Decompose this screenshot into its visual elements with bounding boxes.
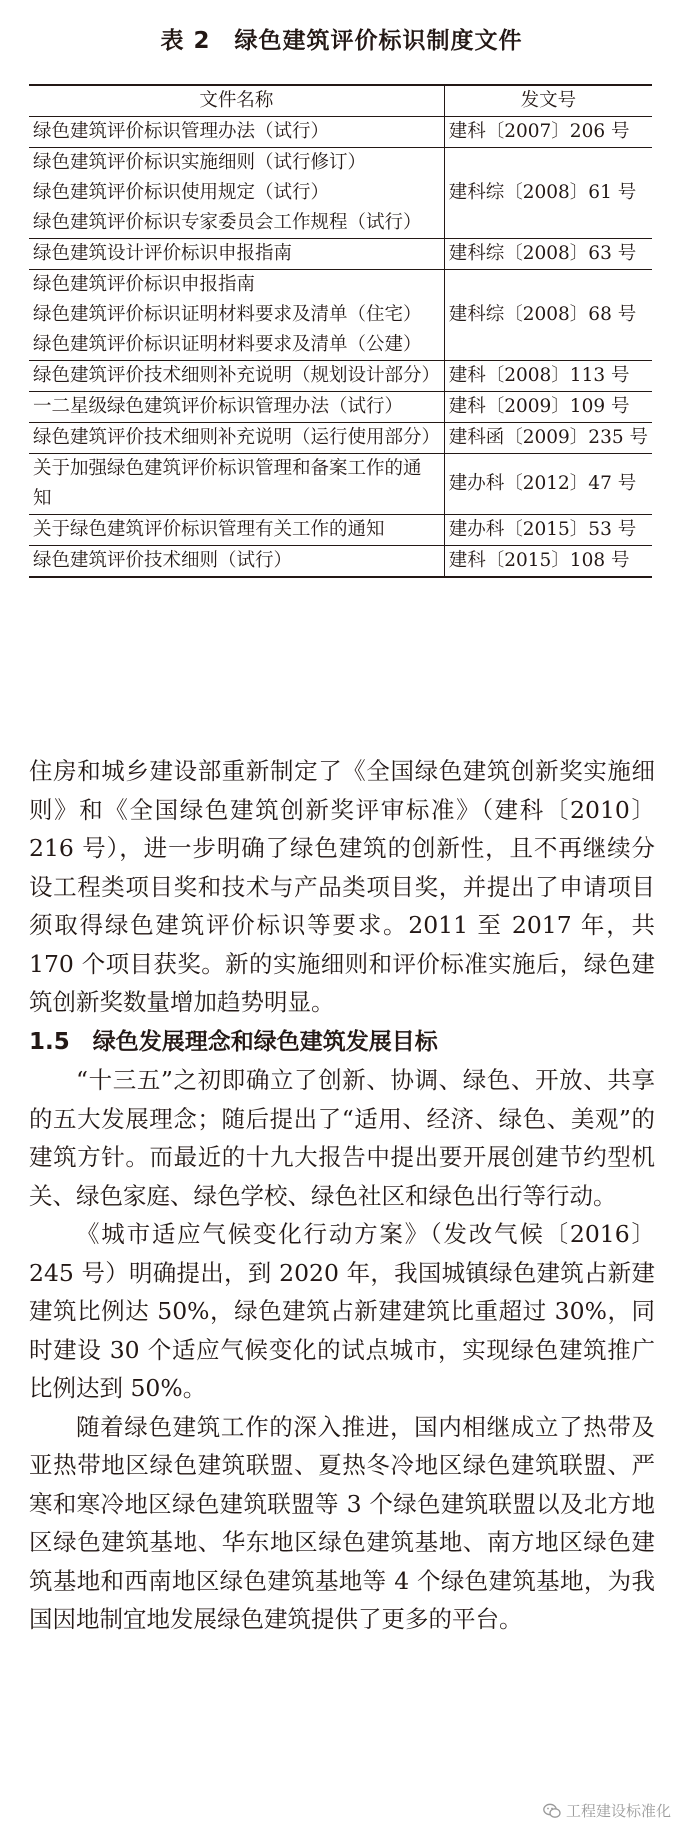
file-name-cell: 绿色建筑评价标识实施细则（试行修订） <box>29 148 444 179</box>
file-name-cell: 绿色建筑评价标识专家委员会工作规程（试行） <box>33 212 422 233</box>
file-name-cell: 绿色建筑评价技术细则补充说明（规划设计部分） <box>29 361 444 392</box>
doc-number-cell: 建科综〔2008〕61 号 <box>444 148 652 239</box>
table-row <box>29 454 652 515</box>
paragraph-awards: 住房和城乡建设部重新制定了《全国绿色建筑创新奖实施细则》和《全国绿色建筑创新奖评审标准》（建科〔2010〕216 号），进一步明确了绿色建筑的创新性，且不再继续分设工程类项目奖和技术与产品类项目奖，并提出了申请项目须取得绿色建筑评价标识等要求。2011 至 2017 年，共 170 个项目获奖。新的实施细则和评价标准实施后，绿色建筑创新奖数量增加趋势明显。 <box>29 757 655 1016</box>
file-name-cell: 绿色建筑评价标识使用规定（试行） <box>33 182 330 203</box>
doc-number-cell: 建科〔2007〕206 号 <box>444 117 652 148</box>
doc-number-cell: 建科综〔2008〕63 号 <box>444 239 652 270</box>
paragraph-climate-plan: 《城市适应气候变化行动方案》（发改气候〔2016〕245 号）明确提出，到 2020 年，我国城镇绿色建筑占新建建筑比例达 50%，绿色建筑占新建建筑比重超过 30%，同时建设 30 个适应气候变化的试点城市，实现绿色建筑推广比例达到 50%。 <box>29 1220 655 1402</box>
header-doc-number: 发文号 <box>444 85 652 117</box>
wechat-icon <box>543 1803 561 1819</box>
section-heading: 1.5 绿色发展理念和绿色建筑发展目标 <box>29 1028 438 1055</box>
doc-number-cell: 建科综〔2008〕68 号 <box>444 270 652 361</box>
table-row <box>29 361 652 392</box>
file-name-cell: 关于加强绿色建筑评价标识管理和备案工作的通知 <box>29 454 444 515</box>
doc-number-cell: 建科〔2015〕108 号 <box>444 546 652 578</box>
file-name-cell: 关于绿色建筑评价标识管理有关工作的通知 <box>29 515 444 546</box>
file-name-cell: 绿色建筑评价标识证明材料要求及清单（住宅） <box>33 304 422 325</box>
file-name-cell: 绿色建筑设计评价标识申报指南 <box>29 239 444 270</box>
table-row <box>29 515 652 546</box>
table-row <box>29 423 652 454</box>
file-name-cell: 绿色建筑评价标识管理办法（试行） <box>29 117 444 148</box>
article-body <box>29 752 655 1639</box>
table-header-row <box>29 85 652 117</box>
table-row <box>29 546 652 578</box>
file-name-cell: 一二星级绿色建筑评价标识管理办法（试行） <box>29 392 444 423</box>
header-file-name: 文件名称 <box>29 85 444 117</box>
watermark-text: 工程建设标准化 <box>565 1802 671 1820</box>
file-name-cell: 绿色建筑评价技术细则（试行） <box>29 546 444 578</box>
paragraph-alliances: 随着绿色建筑工作的深入推进，国内相继成立了热带及亚热带地区绿色建筑联盟、夏热冬冷地区绿色建筑联盟、严寒和寒冷地区绿色建筑联盟等 3 个绿色建筑联盟以及北方地区绿色建筑基地、华东地区绿色建筑基地、南方地区绿色建筑基地和西南地区绿色建筑基地等 4 个绿色建筑基地，为我国因地制宜地发展绿色建筑提供了更多的平台。 <box>29 1412 655 1633</box>
doc-number-cell: 建科〔2008〕113 号 <box>444 361 652 392</box>
paragraph-development-concepts: “十三五”之初即确立了创新、协调、绿色、开放、共享的五大发展理念；随后提出了“适用、经济、绿色、美观”的建筑方针。而最近的十九大报告中提出要开展创建节约型机关、绿色家庭、绿色学校、绿色社区和绿色出行等行动。 <box>29 1066 655 1210</box>
file-name-cell: 绿色建筑评价标识证明材料要求及清单（公建） <box>33 334 422 355</box>
table-row <box>29 148 652 179</box>
doc-number-cell: 建科函〔2009〕235 号 <box>444 423 652 454</box>
doc-number-cell: 建科〔2009〕109 号 <box>444 392 652 423</box>
file-name-cell: 绿色建筑评价技术细则补充说明（运行使用部分） <box>29 423 444 454</box>
file-name-cell: 绿色建筑评价标识申报指南 <box>29 270 444 301</box>
document-table <box>29 84 652 578</box>
table-row <box>29 239 652 270</box>
table-row <box>29 392 652 423</box>
table-row <box>29 117 652 148</box>
doc-number-cell: 建办科〔2015〕53 号 <box>444 515 652 546</box>
doc-number-cell: 建办科〔2012〕47 号 <box>444 454 652 515</box>
table-caption: 表 2 绿色建筑评价标识制度文件 <box>160 28 523 54</box>
account-watermark <box>543 1800 671 1821</box>
table-row <box>29 270 652 301</box>
